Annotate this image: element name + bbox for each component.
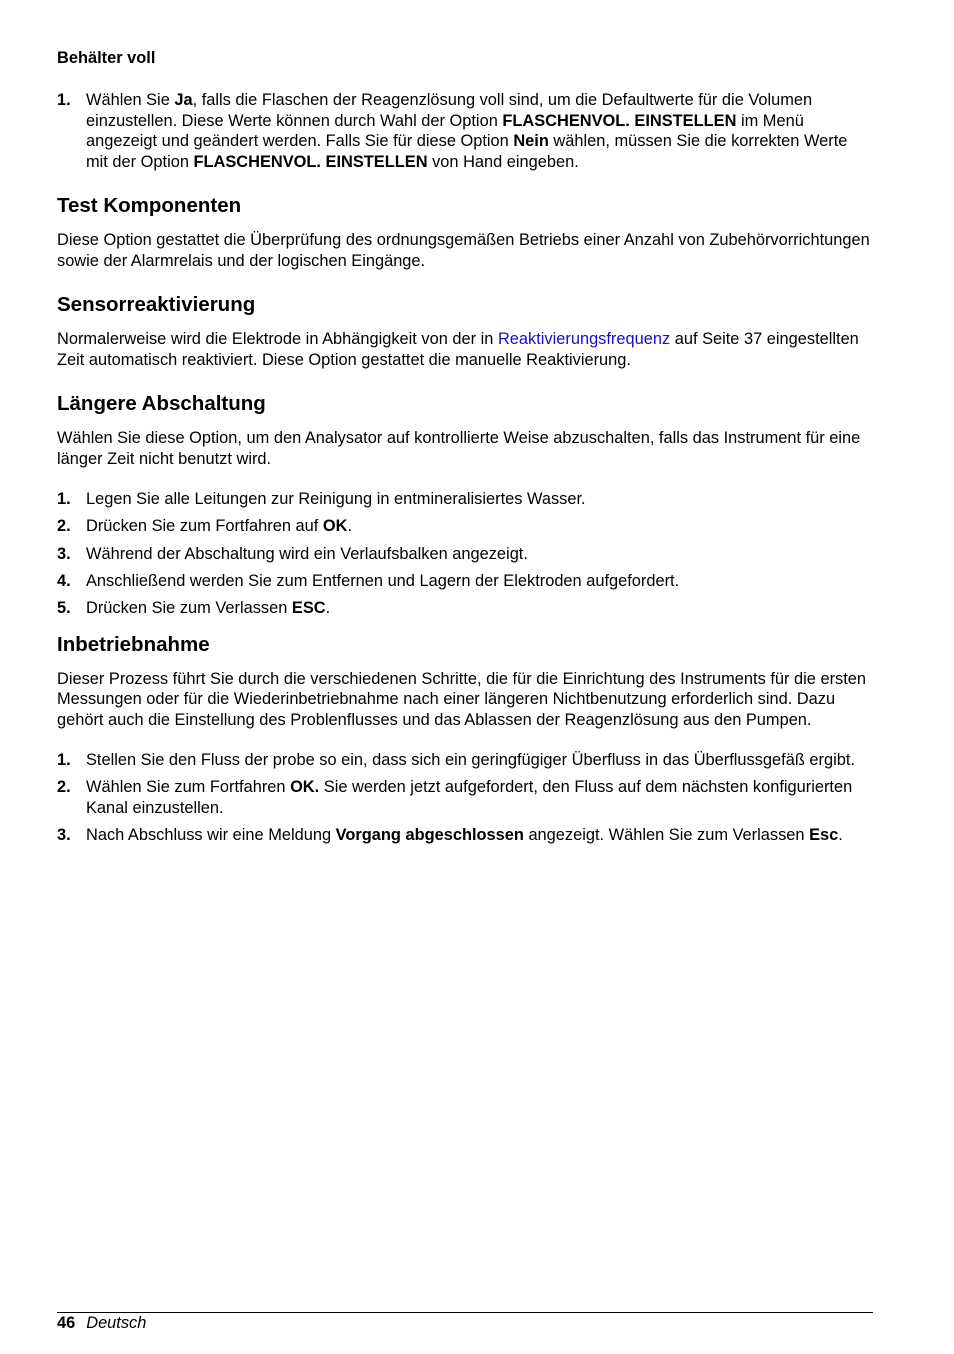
list-item: 4. Anschließend werden Sie zum Entfernen und Lagern der Elektroden aufgefordert. (57, 571, 680, 590)
paragraph-test-komponenten: Diese Option gestattet die Überprüfung des ordnungsgemäßen Betriebs einer Anzahl von Zubehörvorrichtungen sowie der Alarmrelais und der logischen Eingänge. (57, 231, 870, 270)
section-heading-test-komponenten: Test Komponenten (57, 194, 242, 217)
subheading-behaelter-voll: Behälter voll (57, 49, 156, 67)
section-heading-sensorreaktivierung: Sensorreaktivierung (57, 293, 256, 316)
step-number: 1. (57, 91, 71, 109)
document-page (57, 44, 873, 853)
list-item: 1. Wählen Sie Ja, falls die Flaschen der Reagenzlösung voll sind, um die Defaultwerte für die Volumen einzustellen. Diese Werte können durch Wahl der Option FLASCHENVOL. EINSTELLEN im Menü angezeigt und geändert werden. Falls Sie für diese Option Nein wählen, müssen Sie die korrekten Werte mit der Option FLASCHENVOL. EINSTELLEN von Hand eingeben. (57, 91, 848, 171)
list-item: 2. Drücken Sie zum Fortfahren auf OK. (57, 517, 353, 536)
link-reaktivierungsfrequenz[interactable]: Reaktivierungsfrequenz (497, 330, 671, 348)
steps-behaelter-voll (57, 90, 873, 172)
steps-laengere-abschaltung (57, 489, 873, 619)
section-heading-inbetriebnahme: Inbetriebnahme (57, 632, 210, 656)
page-footer (57, 1313, 146, 1333)
list-item: 3. Während der Abschaltung wird ein Verlaufsbalken angezeigt. (57, 544, 528, 563)
list-item: 2. Wählen Sie zum Fortfahren OK. Sie werden jetzt aufgefordert, den Fluss auf dem nächsten konfigurierten Kanal einzustellen. (57, 778, 853, 817)
paragraph-laengere-abschaltung: Wählen Sie diese Option, um den Analysator auf kontrollierte Weise abzuschalten, falls das Instrument für eine länger Zeit nicht benutzt wird. (57, 429, 861, 468)
footer-language: Deutsch (86, 1314, 147, 1332)
steps-inbetriebnahme (57, 750, 873, 846)
list-item: 1. Legen Sie alle Leitungen zur Reinigung in entmineralisiertes Wasser. (57, 490, 586, 508)
footer-divider (57, 1312, 873, 1313)
paragraph-inbetriebnahme: Dieser Prozess führt Sie durch die verschiedenen Schritte, die für die Einrichtung des Instruments für die ersten Messungen oder für die Wiederinbetriebnahme nach einer längeren Nichtbenutzung erforderlich sind. Dazu gehört auch die Einstellung des Problenflusses und das Ablassen der Reagenzlösung aus den Pumpen. (57, 669, 867, 729)
list-item: 3. Nach Abschluss wir eine Meldung Vorgang abgeschlossen angezeigt. Wählen Sie zum Verlassen Esc. (57, 826, 843, 845)
list-item: 5. Drücken Sie zum Verlassen ESC. (57, 599, 331, 618)
page-number: 46 (57, 1314, 76, 1332)
paragraph-sensorreaktivierung: Normalerweise wird die Elektrode in Abhängigkeit von der in Reaktivierungsfrequenz auf Seite 37 eingestellten Zeit automatisch reaktiviert. Diese Option gestattet die manuelle Reaktivierung. (57, 330, 859, 369)
list-item: 1. Stellen Sie den Fluss der probe so ein, dass sich ein geringfügiger Überfluss in das Überflussgefäß ergibt. (57, 751, 855, 770)
section-heading-laengere-abschaltung: Längere Abschaltung (57, 392, 266, 415)
